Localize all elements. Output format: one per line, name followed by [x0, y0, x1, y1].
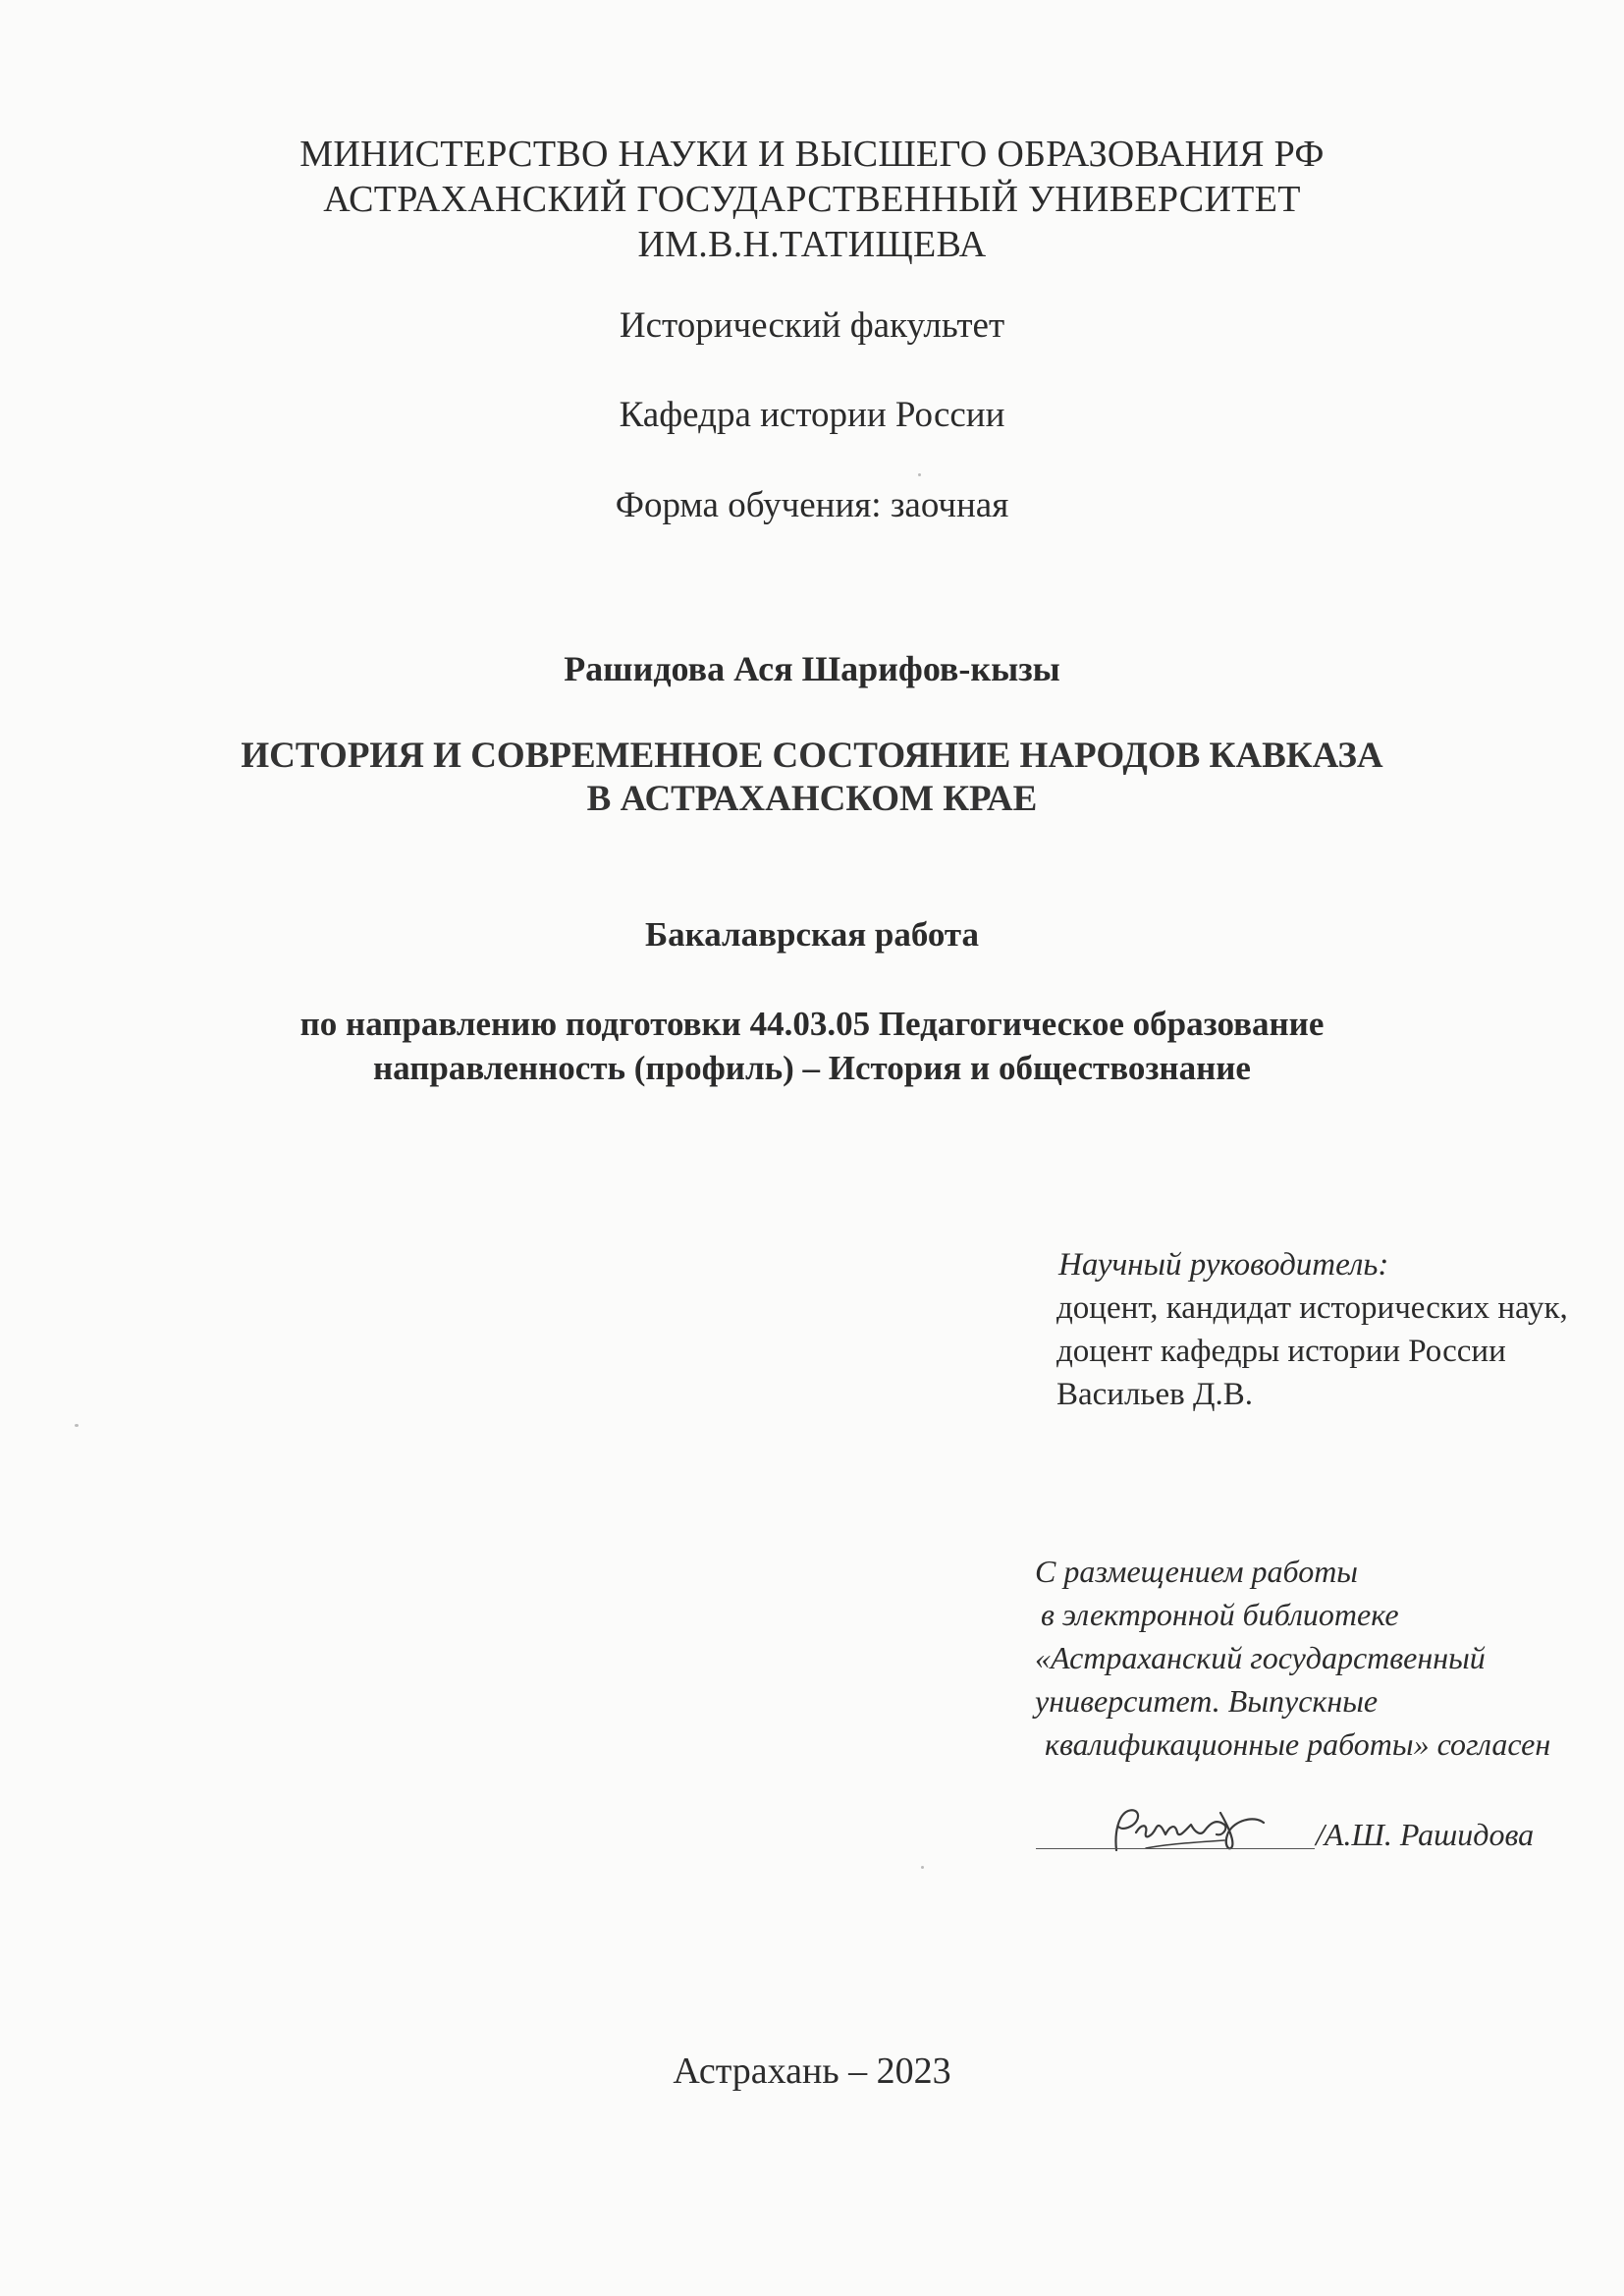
author-name: Рашидова Ася Шарифов-кызы [564, 649, 1060, 688]
supervisor-label: Научный руководитель: [1058, 1247, 1389, 1283]
ministry-line-3: ИМ.В.Н.ТАТИЩЕВА [637, 224, 987, 265]
consent-line-3: «Астраханский государственный [1035, 1640, 1486, 1675]
supervisor-line-2: доцент кафедры истории России [1056, 1334, 1506, 1369]
consent-line-5: квалификационные работы» согласен [1045, 1726, 1551, 1762]
thesis-title-line-1: ИСТОРИЯ И СОВРЕМЕННОЕ СОСТОЯНИЕ НАРОДОВ КАВКАЗА [241, 736, 1383, 776]
scan-speck [75, 1424, 79, 1427]
work-type: Бакалаврская работа [644, 915, 980, 954]
consent-line-2: в электронной библиотеке [1041, 1597, 1399, 1632]
handwritten-signature [1107, 1803, 1313, 1858]
consent-line-4: университет. Выпускные [1035, 1683, 1379, 1719]
study-form: Форма обучения: заочная [615, 485, 1009, 525]
ministry-line-1: МИНИСТЕРСТВО НАУКИ И ВЫСШЕГО ОБРАЗОВАНИЯ РФ [299, 134, 1325, 175]
signature-line [1036, 1848, 1315, 1849]
city-year: Астрахань – 2023 [673, 2050, 951, 2092]
supervisor-line-1: доцент, кандидат исторических наук, [1056, 1290, 1568, 1326]
consent-line-1: С размещением работы [1035, 1554, 1358, 1589]
consent-block [1035, 1550, 1604, 1766]
scan-speck [921, 1866, 924, 1869]
scan-speck [918, 473, 921, 476]
thesis-title-line-2: В АСТРАХАНСКОМ КРАЕ [586, 779, 1038, 819]
signature-row [1036, 1803, 1586, 1862]
ministry-line-2: АСТРАХАНСКИЙ ГОСУДАРСТВЕННЫЙ УНИВЕРСИТЕТ [323, 179, 1301, 220]
direction-line-2: направленность (профиль) – История и обществознание [373, 1049, 1251, 1087]
faculty: Исторический факультет [619, 305, 1005, 346]
ministry-header [0, 132, 1624, 267]
supervisor-block [1058, 1243, 1608, 1416]
study-direction [0, 1002, 1624, 1090]
supervisor-line-3: Васильев Д.В. [1056, 1377, 1253, 1412]
thesis-title [0, 735, 1624, 821]
direction-line-1: по направлению подготовки 44.03.05 Педагогическое образование [299, 1005, 1325, 1043]
department: Кафедра истории России [619, 395, 1005, 435]
signer-name: /А.Ш. Рашидова [1316, 1817, 1535, 1852]
